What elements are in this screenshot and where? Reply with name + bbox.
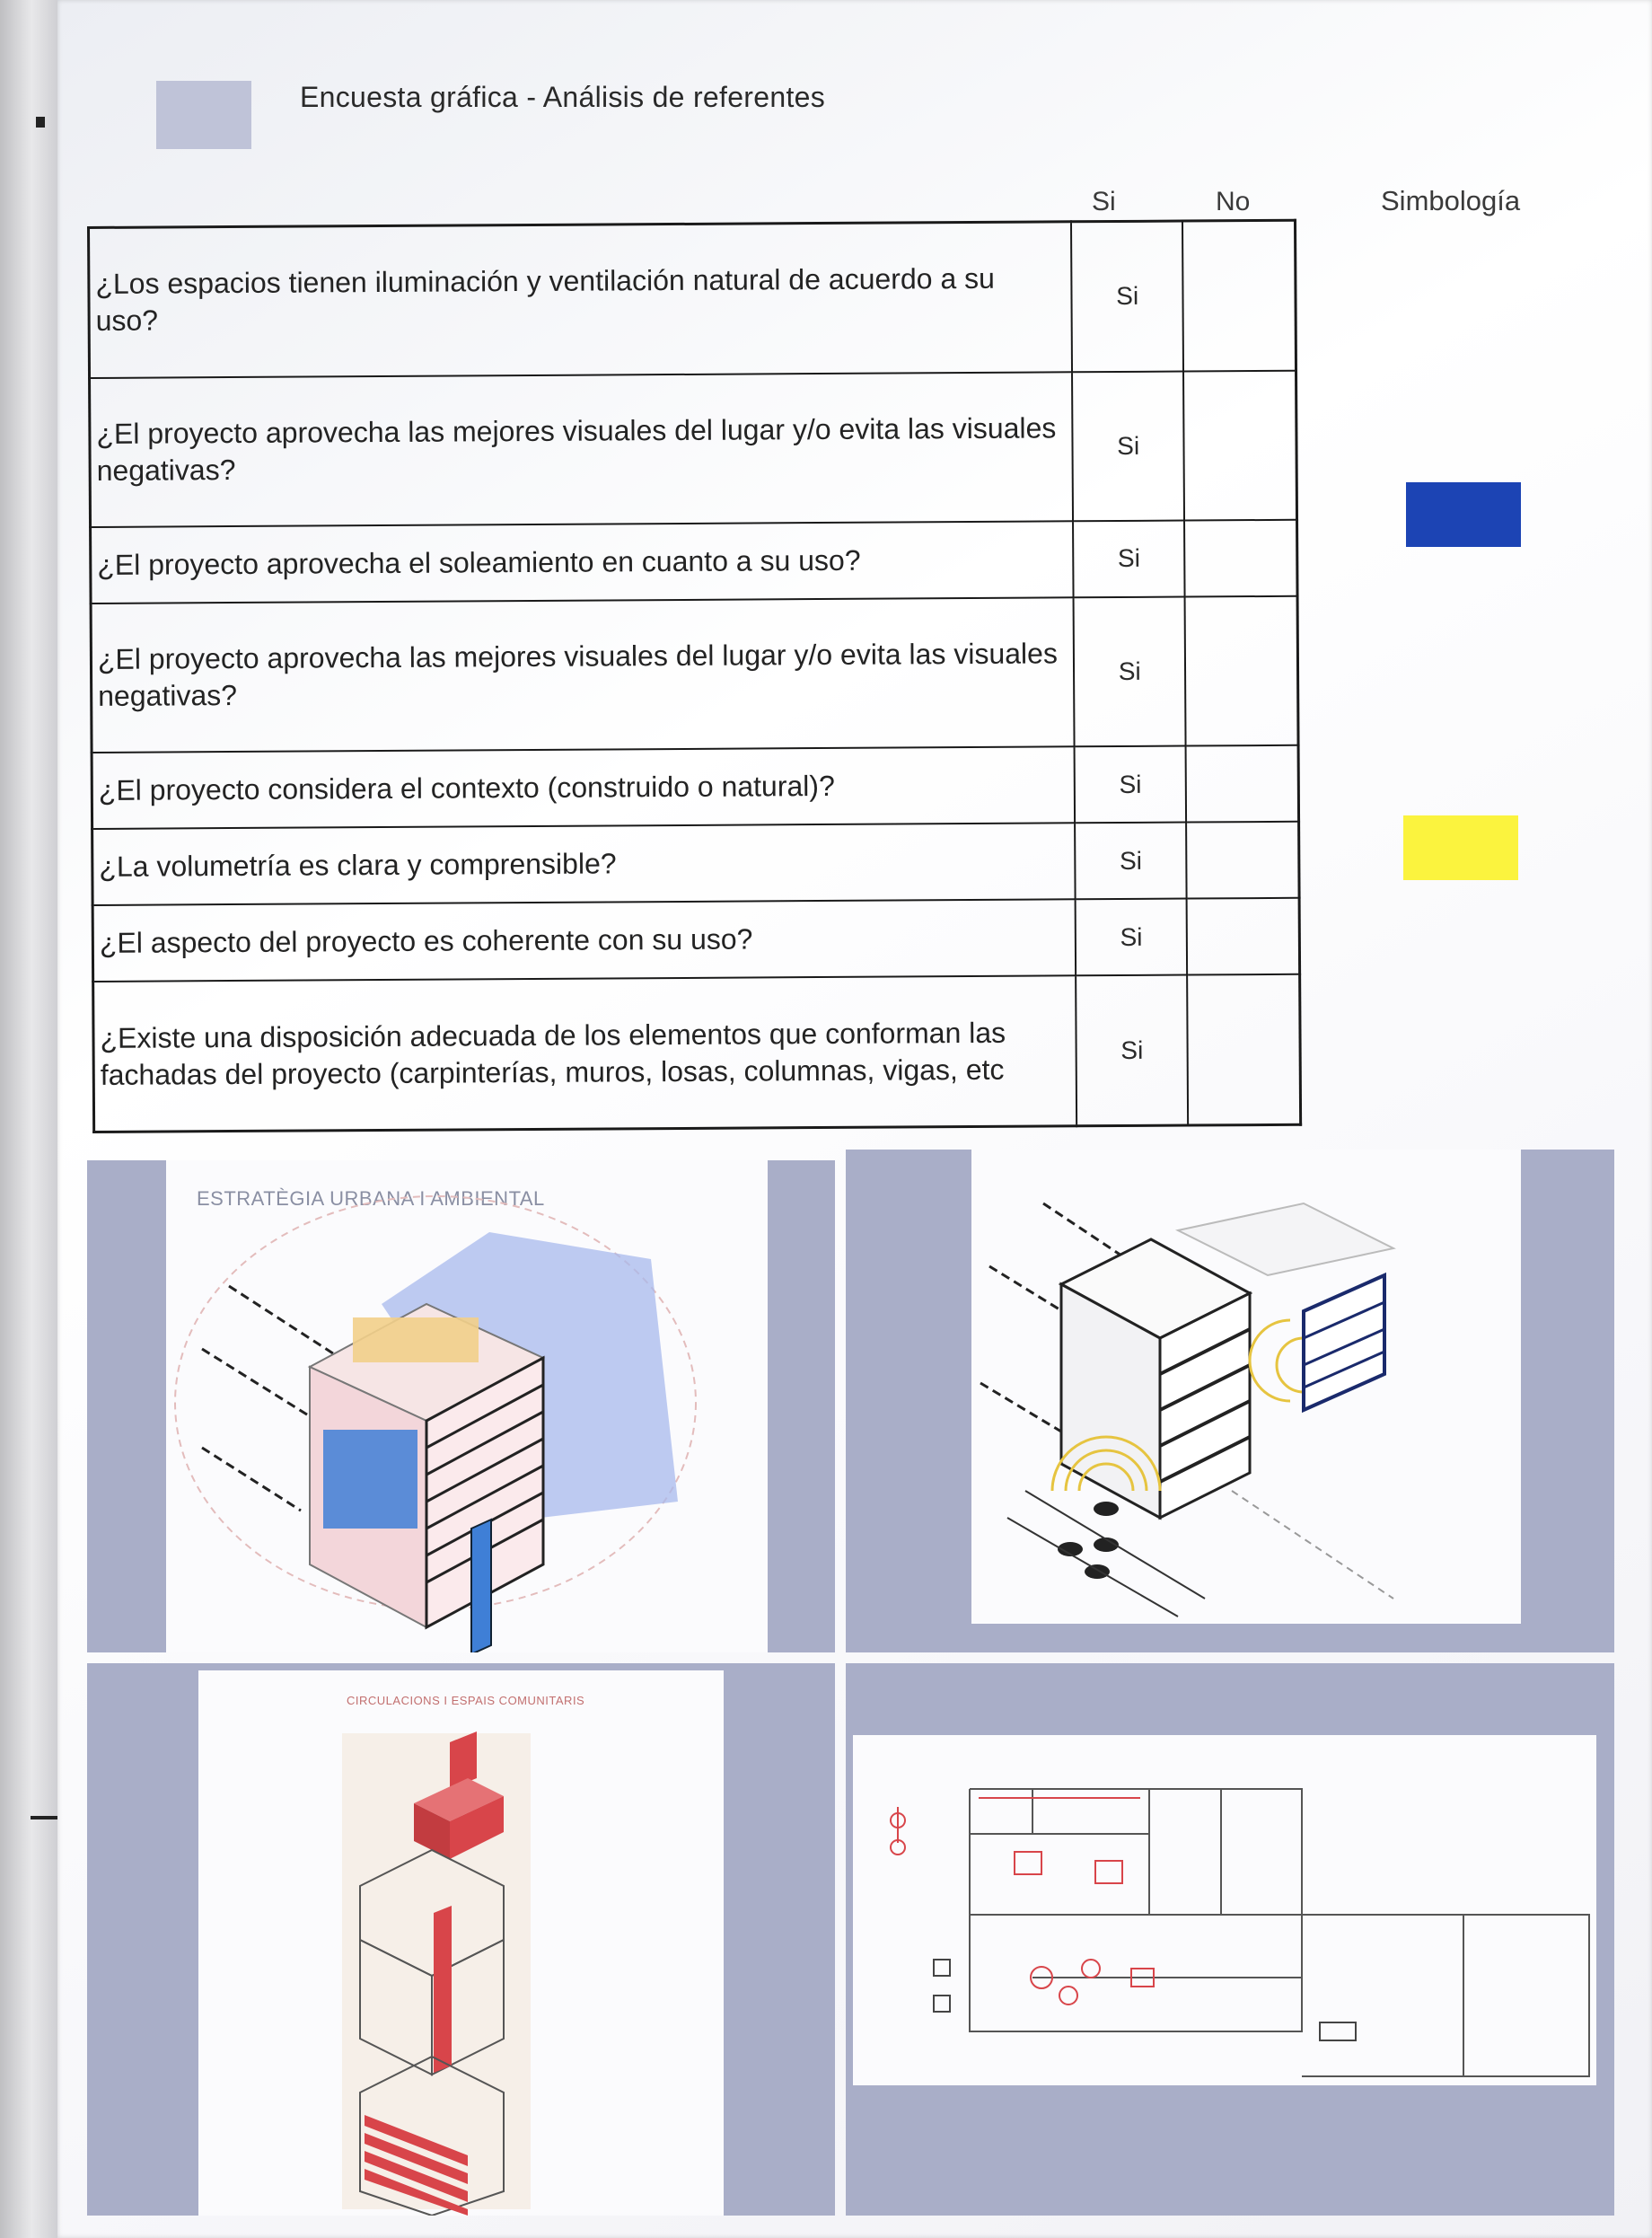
table-row (92, 898, 1299, 982)
question-cell: ¿El proyecto aprovecha las mejores visuales del lugar y/o evita las visuales negativas? (91, 597, 1075, 753)
answer-no-cell[interactable] (1184, 520, 1297, 597)
answer-si-cell[interactable]: Si (1072, 371, 1184, 521)
answer-no-cell[interactable] (1187, 974, 1301, 1125)
question-cell: ¿Los espacios tienen iluminación y ventilación natural de acuerdo a su uso? (89, 222, 1073, 378)
reference-caption: CIRCULACIONS I ESPAIS COMUNITARIS (347, 1694, 585, 1707)
table-row (92, 745, 1298, 829)
answer-si-cell[interactable]: Si (1074, 596, 1186, 746)
floor-plan-drawing (853, 1735, 1596, 2085)
binder-mark (36, 117, 45, 128)
reference-image-content (853, 1735, 1596, 2085)
circulation-diagram (198, 1670, 724, 2216)
answer-si-cell[interactable]: Si (1073, 520, 1184, 597)
reference-image-content (198, 1670, 724, 2216)
reference-image-floor-plan (846, 1663, 1614, 2216)
question-cell: ¿Existe una disposición adecuada de los elementos que conforman las fachadas del proyecto (carpinterías, muros, losas, columnas, vigas, etc (93, 976, 1077, 1132)
answer-si-cell[interactable]: Si (1075, 746, 1186, 824)
symbology-blue-swatch (1406, 482, 1521, 547)
symbology-yellow-swatch (1403, 815, 1518, 880)
answer-no-cell[interactable] (1183, 370, 1297, 520)
answer-no-cell[interactable] (1186, 745, 1299, 823)
reference-image-content (971, 1150, 1521, 1624)
table-row (92, 822, 1299, 905)
answer-si-cell[interactable]: Si (1076, 975, 1188, 1126)
survey-table (87, 219, 1302, 1133)
column-header-no: No (1216, 187, 1251, 216)
axonometric-drawing-blue (166, 1160, 768, 1652)
answer-si-cell[interactable]: Si (1075, 823, 1186, 900)
question-cell: ¿El proyecto aprovecha las mejores visuales del lugar y/o evita las visuales negativas? (90, 372, 1074, 527)
answer-no-cell[interactable] (1182, 220, 1296, 371)
answer-si-cell[interactable]: Si (1076, 899, 1187, 976)
question-cell: ¿El proyecto aprovecha el soleamiento en cuanto a su uso? (91, 521, 1074, 604)
question-cell: ¿La volumetría es clara y comprensible? (92, 823, 1076, 905)
reference-image-visuals (846, 1150, 1614, 1652)
table-row (93, 974, 1301, 1132)
table-row (89, 220, 1296, 377)
axonometric-drawing-yellow (971, 1150, 1521, 1624)
answer-no-cell[interactable] (1185, 596, 1299, 746)
answer-no-cell[interactable] (1187, 898, 1300, 975)
answer-si-cell[interactable]: Si (1071, 221, 1183, 372)
column-header-simbologia: Simbología (1381, 185, 1521, 216)
question-cell: ¿El proyecto considera el contexto (construido o natural)? (92, 746, 1075, 829)
question-cell: ¿El aspecto del proyecto es coherente con su uso? (92, 899, 1076, 982)
reference-image-content (166, 1160, 768, 1652)
column-header-si: Si (1092, 187, 1116, 216)
table-row (91, 520, 1297, 604)
reference-caption: ESTRATÈGIA URBANA I AMBIENTAL (197, 1187, 545, 1210)
reference-image-urban-strategy (87, 1160, 835, 1652)
table-row (91, 596, 1298, 753)
table-row (90, 370, 1297, 526)
reference-image-circulations (87, 1663, 835, 2216)
document-title: Encuesta gráfica - Análisis de referentes (300, 81, 826, 113)
binder-mark (31, 1816, 57, 1819)
document-tab (156, 81, 251, 149)
answer-no-cell[interactable] (1186, 822, 1299, 899)
binder-edge (0, 0, 57, 2238)
